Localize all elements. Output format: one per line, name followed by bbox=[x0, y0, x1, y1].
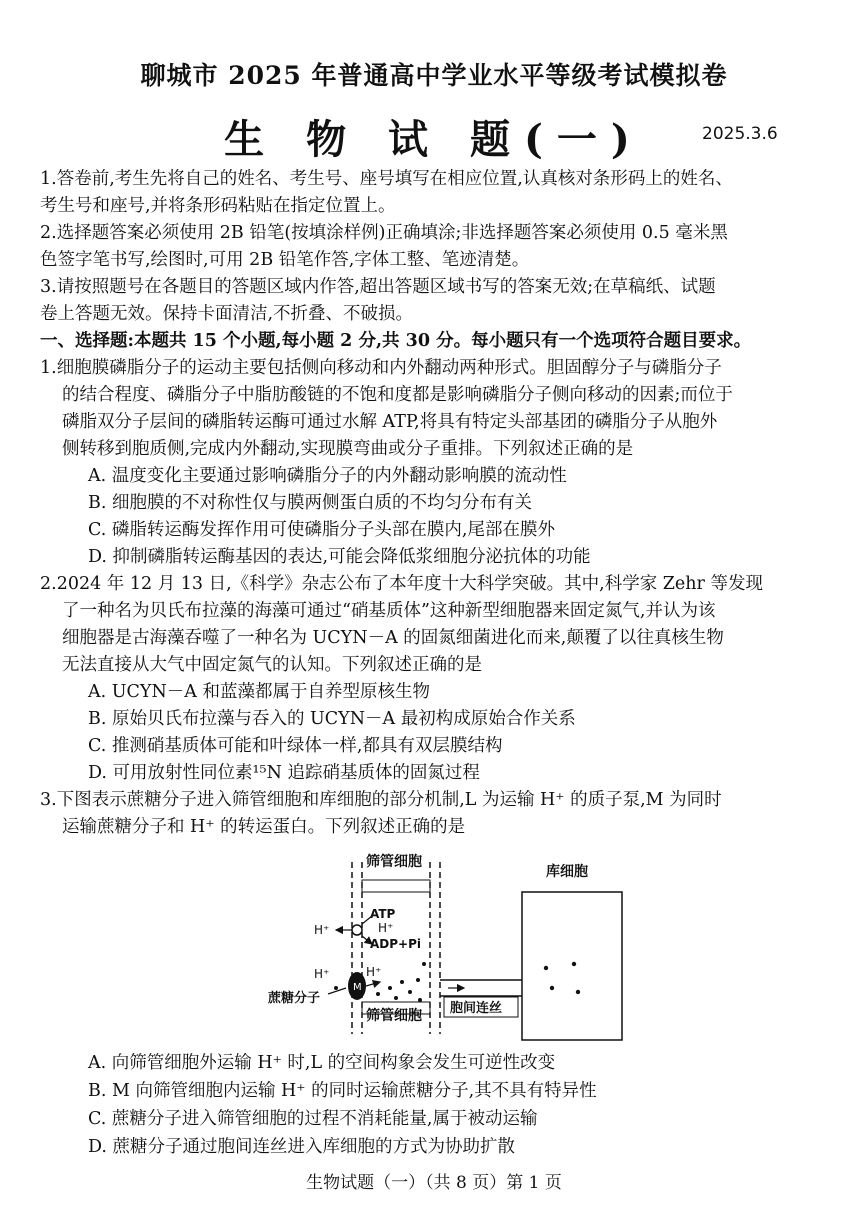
question-1-option-a: A. 温度变化主要通过影响磷脂分子的内外翻动影响膜的流动性 bbox=[88, 466, 567, 486]
sieve-cell-sucrose-dots bbox=[376, 962, 426, 1002]
section-title: 一、选择题:本题共 15 个小题,每小题 2 分,共 30 分。每小题只有一个选项符合题目要求。 bbox=[40, 331, 752, 351]
plasmodesma-label: 胞间连丝 bbox=[450, 1001, 503, 1016]
h-label-out-2: H⁺ bbox=[314, 967, 330, 981]
notice-line: 卷上答题无效。保持卡面清洁,不折叠、不破损。 bbox=[40, 304, 414, 324]
h-label-in-2: H⁺ bbox=[366, 965, 382, 979]
subject-title: 生 物 试 题(一) bbox=[224, 116, 644, 163]
question-2-stem: 了一种名为贝氏布拉藻的海藻可通过“硝基质体”这种新型细胞器来固定氮气,并认为该 bbox=[62, 601, 716, 621]
notice-line: 1.答卷前,考生先将自己的姓名、考生号、座号填写在相应位置,认真核对条形码上的姓名、 bbox=[40, 169, 733, 189]
question-2-option-a: A. UCYN－A 和蓝藻都属于自养型原核生物 bbox=[88, 682, 430, 702]
question-1-option-d: D. 抑制磷脂转运酶基因的表达,可能会降低浆细胞分泌抗体的功能 bbox=[88, 547, 591, 567]
question-3-stem: 运输蔗糖分子和 H⁺ 的转运蛋白。下列叙述正确的是 bbox=[62, 817, 466, 837]
sucrose-transport-diagram bbox=[268, 852, 630, 1054]
question-1-stem: 的结合程度、磷脂分子中脂肪酸链的不饱和度都是影响磷脂分子侧向移动的因素;而位于 bbox=[62, 385, 733, 405]
question-3-option-a: A. 向筛管细胞外运输 H⁺ 时,L 的空间构象会发生可逆性改变 bbox=[88, 1053, 556, 1073]
question-1-stem: 侧转移到胞质侧,完成内外翻动,实现膜弯曲或分子重排。下列叙述正确的是 bbox=[62, 439, 634, 459]
sucrose-label: 蔗糖分子 bbox=[268, 991, 321, 1006]
notice-line: 考生号和座号,并将条形码粘贴在指定位置上。 bbox=[40, 196, 396, 216]
sieve-cell-top-box bbox=[362, 880, 430, 892]
adp-label: ADP+Pi bbox=[370, 937, 422, 951]
question-3-option-b: B. M 向筛管细胞内运输 H⁺ 的同时运输蔗糖分子,其不具有特异性 bbox=[88, 1081, 597, 1101]
sink-cell-label: 库细胞 bbox=[546, 864, 588, 880]
sucrose-dot bbox=[334, 986, 338, 990]
question-3-stem: 3.下图表示蔗糖分子进入筛管细胞和库细胞的部分机制,L 为运输 H⁺ 的质子泵,M 为同时 bbox=[40, 790, 722, 810]
atp-label: ATP bbox=[370, 907, 396, 921]
question-2-stem: 无法直接从大气中固定氮气的认知。下列叙述正确的是 bbox=[62, 655, 482, 675]
h-label-in-1: H⁺ bbox=[378, 921, 394, 935]
question-1-stem: 磷脂双分子层间的磷脂转运酶可通过水解 ATP,将具有特定头部基团的磷脂分子从胞外 bbox=[62, 412, 718, 432]
question-2-option-b: B. 原始贝氏布拉藻与吞入的 UCYN－A 最初构成原始合作关系 bbox=[88, 709, 576, 729]
proton-pump-l bbox=[352, 925, 362, 935]
sink-cell bbox=[522, 892, 622, 1040]
question-1-option-b: B. 细胞膜的不对称性仅与膜两侧蛋白质的不均匀分布有关 bbox=[88, 493, 532, 513]
sieve-cell-bottom-label: 筛管细胞 bbox=[366, 1008, 422, 1024]
question-3-option-d: D. 蔗糖分子通过胞间连丝进入库细胞的方式为协助扩散 bbox=[88, 1137, 516, 1157]
sucrose-arrow bbox=[366, 982, 380, 986]
exam-title: 聊城市 2025 年普通高中学业水平等级考试模拟卷 bbox=[140, 61, 728, 90]
sieve-cell-top-label: 筛管细胞 bbox=[366, 854, 422, 870]
question-2-stem: 2.2024 年 12 月 13 日,《科学》杂志公布了本年度十大科学突破。其中,科学家 Zehr 等发现 bbox=[40, 574, 763, 594]
question-1-option-c: C. 磷脂转运酶发挥作用可使磷脂分子头部在膜内,尾部在膜外 bbox=[88, 520, 555, 540]
notice-line: 色签字笔书写,绘图时,可用 2B 铅笔作答,字体工整、笔迹清楚。 bbox=[40, 250, 530, 270]
exam-date: 2025.3.6 bbox=[702, 124, 778, 144]
h-label-out-1: H⁺ bbox=[314, 923, 330, 937]
question-3-option-c: C. 蔗糖分子进入筛管细胞的过程不消耗能量,属于被动运输 bbox=[88, 1109, 538, 1129]
notice-line: 2.选择题答案必须使用 2B 铅笔(按填涂样例)正确填涂;非选择题答案必须使用 0.5 毫米黑 bbox=[40, 223, 728, 243]
page-footer: 生物试题（一）（共 8 页）第 1 页 bbox=[306, 1173, 562, 1193]
question-2-option-d: D. 可用放射性同位素¹⁵N 追踪硝基质体的固氮过程 bbox=[88, 763, 480, 783]
question-2-stem: 细胞器是古海藻吞噬了一种名为 UCYN－A 的固氮细菌进化而来,颠覆了以往真核生物 bbox=[62, 628, 724, 648]
question-1-stem: 1.细胞膜磷脂分子的运动主要包括侧向移动和内外翻动两种形式。胆固醇分子与磷脂分子 bbox=[40, 358, 722, 378]
carrier-m-label: M bbox=[353, 982, 362, 993]
notice-line: 3.请按照题号在各题目的答题区域内作答,超出答题区域书写的答案无效;在草稿纸、试题 bbox=[40, 277, 716, 297]
question-2-option-c: C. 推测硝基质体可能和叶绿体一样,都具有双层膜结构 bbox=[88, 736, 503, 756]
